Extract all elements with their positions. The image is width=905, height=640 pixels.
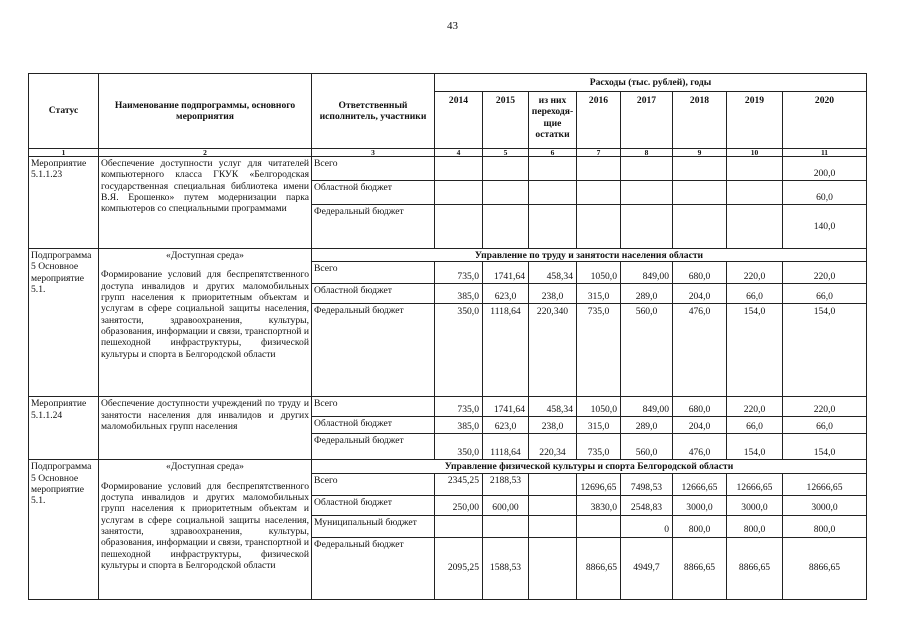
value-cell: 800,0 xyxy=(673,515,727,537)
header-year: 2016 xyxy=(577,92,621,149)
value-cell: 12666,65 xyxy=(673,473,727,495)
column-index: 3 xyxy=(312,149,435,157)
value-cell: 3000,0 xyxy=(673,495,727,515)
column-index: 8 xyxy=(621,149,673,157)
value-cell: 8866,65 xyxy=(673,537,727,599)
value-cell: 0 xyxy=(621,515,673,537)
value-cell xyxy=(577,181,621,205)
responsible-cell: Всего xyxy=(312,157,435,181)
value-cell: 315,0 xyxy=(577,417,621,434)
subprogram-description: Формирование условий для беспрепятственного доступа инвалидов и других маломобильных групп населения к приоритетным объектам и услугам в сфере социальной защиты населения, занятости, здравоохранения, культуры, образования, информации и связи, транспортной и пешеходной инфраструктуры, физической культуры и спорта в Белгородской области xyxy=(101,480,309,571)
value-cell: 12696,65 xyxy=(577,473,621,495)
value-cell: 220,340 xyxy=(529,304,577,397)
status-cell: Подпрограмма 5 Основное мероприятие 5.1. xyxy=(29,249,99,397)
header-name: Наименование подпрограммы, основного мероприятия xyxy=(99,74,312,149)
header-responsible: Ответственный исполнитель, участники xyxy=(312,74,435,149)
header-year: из них переходя-щие остатки xyxy=(529,92,577,149)
value-cell: 385,0 xyxy=(435,284,483,304)
department-header: Управление по труду и занятости населения области xyxy=(312,249,867,262)
value-cell: 849,00 xyxy=(621,397,673,417)
value-cell: 350,0 xyxy=(435,304,483,397)
header-year: 2015 xyxy=(483,92,529,149)
value-cell: 2345,25 xyxy=(435,473,483,495)
value-cell xyxy=(483,205,529,249)
value-cell: 220,0 xyxy=(783,262,867,284)
column-index: 4 xyxy=(435,149,483,157)
value-cell: 735,0 xyxy=(577,434,621,460)
value-cell: 1118,64 xyxy=(483,434,529,460)
value-cell: 1741,64 xyxy=(483,262,529,284)
value-cell: 385,0 xyxy=(435,417,483,434)
value-cell xyxy=(621,205,673,249)
value-cell: 3000,0 xyxy=(727,495,783,515)
value-cell xyxy=(483,181,529,205)
value-cell: 315,0 xyxy=(577,284,621,304)
value-cell: 1118,64 xyxy=(483,304,529,397)
value-cell xyxy=(673,181,727,205)
value-cell xyxy=(529,495,577,515)
column-index: 7 xyxy=(577,149,621,157)
responsible-cell: Областной бюджет xyxy=(312,181,435,205)
column-index: 11 xyxy=(783,149,867,157)
value-cell: 2548,83 xyxy=(621,495,673,515)
table-row xyxy=(29,249,867,262)
status-cell: Мероприятие 5.1.1.23 xyxy=(29,157,99,249)
value-cell: 560,0 xyxy=(621,434,673,460)
value-cell xyxy=(529,515,577,537)
value-cell: 250,00 xyxy=(435,495,483,515)
value-cell: 458,34 xyxy=(529,262,577,284)
value-cell: 220,0 xyxy=(783,397,867,417)
value-cell: 289,0 xyxy=(621,284,673,304)
value-cell: 12666,65 xyxy=(783,473,867,495)
value-cell xyxy=(673,157,727,181)
value-cell: 476,0 xyxy=(673,434,727,460)
column-index-row xyxy=(29,149,867,157)
value-cell: 8866,65 xyxy=(783,537,867,599)
value-cell: 4949,7 xyxy=(621,537,673,599)
value-cell: 476,0 xyxy=(673,304,727,397)
header-expenses: Расходы (тыс. рублей), годы xyxy=(435,74,867,92)
value-cell: 154,0 xyxy=(783,304,867,397)
value-cell xyxy=(529,205,577,249)
responsible-cell: Муниципальный бюджет xyxy=(312,515,435,537)
value-cell: 200,0 xyxy=(783,157,867,181)
value-cell xyxy=(577,205,621,249)
value-cell xyxy=(435,515,483,537)
value-cell: 735,0 xyxy=(435,397,483,417)
value-cell xyxy=(529,537,577,599)
value-cell: 66,0 xyxy=(727,284,783,304)
responsible-cell: Федеральный бюджет xyxy=(312,434,435,460)
value-cell xyxy=(435,181,483,205)
value-cell: 220,0 xyxy=(727,262,783,284)
header-year: 2020 xyxy=(783,92,867,149)
value-cell: 800,0 xyxy=(727,515,783,537)
value-cell xyxy=(727,205,783,249)
header-year: 2018 xyxy=(673,92,727,149)
column-index: 5 xyxy=(483,149,529,157)
value-cell: 350,0 xyxy=(435,434,483,460)
subprogram-title: «Доступная среда» xyxy=(166,250,244,261)
value-cell: 154,0 xyxy=(727,304,783,397)
value-cell xyxy=(673,205,727,249)
value-cell: 680,0 xyxy=(673,397,727,417)
value-cell: 12666,65 xyxy=(727,473,783,495)
value-cell: 3830,0 xyxy=(577,495,621,515)
column-index: 2 xyxy=(99,149,312,157)
value-cell: 204,0 xyxy=(673,417,727,434)
responsible-cell: Областной бюджет xyxy=(312,284,435,304)
value-cell xyxy=(727,181,783,205)
value-cell xyxy=(529,181,577,205)
value-cell: 3000,0 xyxy=(783,495,867,515)
value-cell: 735,0 xyxy=(577,304,621,397)
value-cell: 140,0 xyxy=(783,205,867,249)
name-cell: Обеспечение доступности услуг для читателей компьютерного класса ГКУК «Белгородская государственная специальная библиотека имени В.Я. Ерошенко» путем модернизации парка компьютеров со специальными программами xyxy=(99,157,312,249)
value-cell xyxy=(529,157,577,181)
value-cell: 8866,65 xyxy=(727,537,783,599)
value-cell: 800,0 xyxy=(783,515,867,537)
value-cell: 289,0 xyxy=(621,417,673,434)
value-cell xyxy=(577,515,621,537)
header-year: 2019 xyxy=(727,92,783,149)
department-header: Управление физической культуры и спорта Белгородской области xyxy=(312,460,867,473)
value-cell xyxy=(529,473,577,495)
header-year: 2017 xyxy=(621,92,673,149)
table-row xyxy=(29,460,867,473)
value-cell: 680,0 xyxy=(673,262,727,284)
header-status: Статус xyxy=(29,74,99,149)
header-row-top xyxy=(29,74,867,92)
value-cell: 220,34 xyxy=(529,434,577,460)
subprogram-title: «Доступная среда» xyxy=(166,461,244,473)
value-cell: 560,0 xyxy=(621,304,673,397)
value-cell: 204,0 xyxy=(673,284,727,304)
page-number: 43 xyxy=(447,20,458,32)
value-cell: 1741,64 xyxy=(483,397,529,417)
value-cell xyxy=(621,181,673,205)
value-cell xyxy=(435,157,483,181)
column-index: 9 xyxy=(673,149,727,157)
responsible-cell: Областной бюджет xyxy=(312,495,435,515)
value-cell: 66,0 xyxy=(783,417,867,434)
value-cell: 154,0 xyxy=(727,434,783,460)
responsible-cell: Федеральный бюджет xyxy=(312,205,435,249)
value-cell: 735,0 xyxy=(435,262,483,284)
value-cell: 238,0 xyxy=(529,417,577,434)
value-cell: 623,0 xyxy=(483,284,529,304)
value-cell xyxy=(483,515,529,537)
value-cell xyxy=(577,157,621,181)
responsible-cell: Федеральный бюджет xyxy=(312,537,435,599)
value-cell: 66,0 xyxy=(783,284,867,304)
responsible-cell: Всего xyxy=(312,397,435,417)
budget-table xyxy=(28,73,867,600)
value-cell xyxy=(483,157,529,181)
status-cell: Подпрограмма 5 Основное мероприятие 5.1. xyxy=(29,460,99,599)
column-index: 1 xyxy=(29,149,99,157)
table-row xyxy=(29,157,867,181)
value-cell: 220,0 xyxy=(727,397,783,417)
value-cell: 2095,25 xyxy=(435,537,483,599)
column-index: 6 xyxy=(529,149,577,157)
value-cell: 623,0 xyxy=(483,417,529,434)
value-cell xyxy=(727,157,783,181)
name-cell xyxy=(99,460,312,599)
header-year: 2014 xyxy=(435,92,483,149)
value-cell xyxy=(621,157,673,181)
value-cell: 66,0 xyxy=(727,417,783,434)
responsible-cell: Всего xyxy=(312,262,435,284)
value-cell: 7498,53 xyxy=(621,473,673,495)
table-row xyxy=(29,397,867,417)
status-cell: Мероприятие 5.1.1.24 xyxy=(29,397,99,460)
value-cell: 238,0 xyxy=(529,284,577,304)
value-cell: 1588,53 xyxy=(483,537,529,599)
value-cell: 60,0 xyxy=(783,181,867,205)
value-cell: 8866,65 xyxy=(577,537,621,599)
column-index: 10 xyxy=(727,149,783,157)
value-cell: 2188,53 xyxy=(483,473,529,495)
value-cell: 458,34 xyxy=(529,397,577,417)
value-cell: 849,00 xyxy=(621,262,673,284)
budget-table-wrapper xyxy=(28,73,867,600)
value-cell xyxy=(435,205,483,249)
value-cell: 600,00 xyxy=(483,495,529,515)
value-cell: 1050,0 xyxy=(577,262,621,284)
responsible-cell: Областной бюджет xyxy=(312,417,435,434)
name-cell xyxy=(99,249,312,397)
name-cell: Обеспечение доступности учреждений по труду и занятости населения для инвалидов и других маломобильных групп населения xyxy=(99,397,312,460)
value-cell: 154,0 xyxy=(783,434,867,460)
value-cell: 1050,0 xyxy=(577,397,621,417)
responsible-cell: Федеральный бюджет xyxy=(312,304,435,397)
subprogram-description: Формирование условий для беспрепятственного доступа инвалидов и других маломобильных групп населения к приоритетным объектам и услугам в сфере социальной защиты населения, занятости, здравоохранения, культуры, образования, информации и связи, транспортной и пешеходной инфраструктуры, физической культуры и спорта в Белгородской области xyxy=(101,269,309,360)
responsible-cell: Всего xyxy=(312,473,435,495)
